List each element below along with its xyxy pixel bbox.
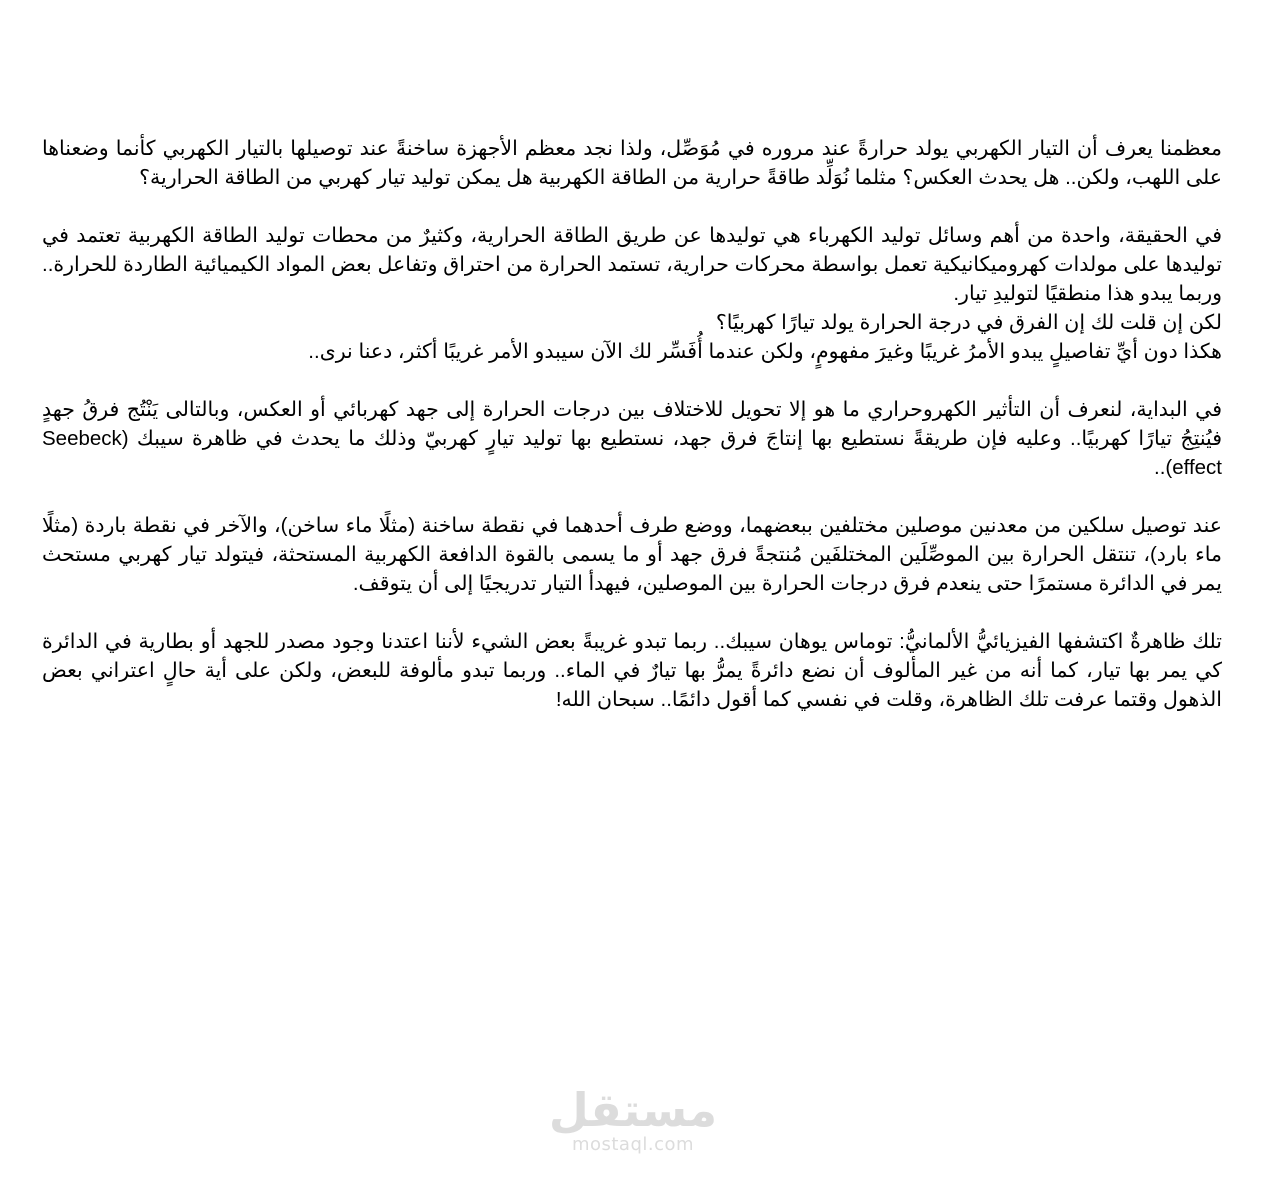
watermark-domain-text: mostaql.com [571, 1134, 695, 1155]
paragraph-line: تلك ظاهرةٌ اكتشفها الفيزيائيُّ الألمانيُّ: توماس يوهان سيبك.. ربما تبدو غريبةً بعض الشيء لأننا اعتدنا وجود مصدر للجهد أو بطارية في الدائرة كي يمر بها تيار، كما أنه من غير المألوف أن نضع دائرةً يمرُّ بها تيارٌ في الماء.. وربما تبدو مألوفة للبعض، ولكن على أية حالٍ اعتراني بعض الذهول وقتما عرفت تلك الظاهرة، وقلت في نفسي كما أقول دائمًا.. سبحان الله! [42, 630, 1222, 711]
paragraph-line: عند توصيل سلكين من معدنين موصلين مختلفين ببعضهما، ووضع طرف أحدهما في نقطة ساخنة (مثلًا ماء ساخن)، والآخر في نقطة باردة (مثلًا ماء بارد)، تنتقل الحرارة بين الموصِّلَين المختلفَين مُنتجةً فرق جهد أو ما يسمى بالقوة الدافعة الكهربية المستحثة، فيتولد تيار كهربي مستحث يمر في الدائرة مستمرًا حتى ينعدم فرق درجات الحرارة بين الموصلين، فيهدأ التيار تدريجيًا إلى أن يتوقف. [42, 514, 1222, 595]
paragraph-line: في الحقيقة، واحدة من أهم وسائل توليد الكهرباء هي توليدها عن طريق الطاقة الحرارية، وكثيرٌ من محطات توليد الطاقة الكهربية تعتمد في توليدها على مولدات كهروميكانيكية تعمل بواسطة محركات حرارية، تستمد الحرارة من احتراق وتفاعل بعض المواد الكيميائية الطاردة للحرارة.. وربما يبدو هذا منطقيًا لتوليدِ تيار. [42, 224, 1222, 305]
paragraph-line: لكن إن قلت لك إن الفرق في درجة الحرارة يولد تيارًا كهربيًا؟ [715, 311, 1222, 334]
mostaql-watermark-logo [548, 1085, 718, 1155]
paragraph-line: هكذا دون أيِّ تفاصيلٍ يبدو الأمرُ غريبًا وغيرَ مفهومٍ، ولكن عندما أُفَسِّر لك الآن سيبدو الأمر غريبًا أكثر، دعنا نرى.. [308, 340, 1222, 363]
paragraph-intro [42, 134, 1222, 192]
paragraph-heat-generation [42, 221, 1222, 366]
paragraph-two-wires [42, 511, 1222, 598]
paragraph-line: في البداية، لنعرف أن التأثير الكهروحراري ما هو إلا تحويل للاختلاف بين درجات الحرارة إلى جهد كهربائي أو العكس، وبالتالى يَنْتُج فرقُ جهدٍ فيُنتِجُ تيارًا كهربيًا.. وعليه فإن طريقةً نستطيع بها إنتاجَ فرق جهد، نستطيع بها توليد تيارٍ كهربيّ وذلك ما يحدث في ظاهرة سيبك (Seebeck effect).. [42, 398, 1222, 479]
paragraph-thermoelectric [42, 395, 1222, 482]
paragraph-line: معظمنا يعرف أن التيار الكهربي يولد حرارةً عند مروره في مُوَصِّل، ولذا نجد معظم الأجهزة ساخنةً عند توصيلها بالتيار الكهربي كأنما وضعناها على اللهب، ولكن.. هل يحدث العكس؟ مثلما نُوَلِّد طاقةً حرارية من الطاقة الكهربية هل يمكن توليد تيار كهربي من الطاقة الحرارية؟ [42, 137, 1222, 189]
watermark-main-text: مستقل [548, 1083, 718, 1137]
paragraph-seebeck [42, 627, 1222, 714]
article-body [42, 134, 1222, 743]
